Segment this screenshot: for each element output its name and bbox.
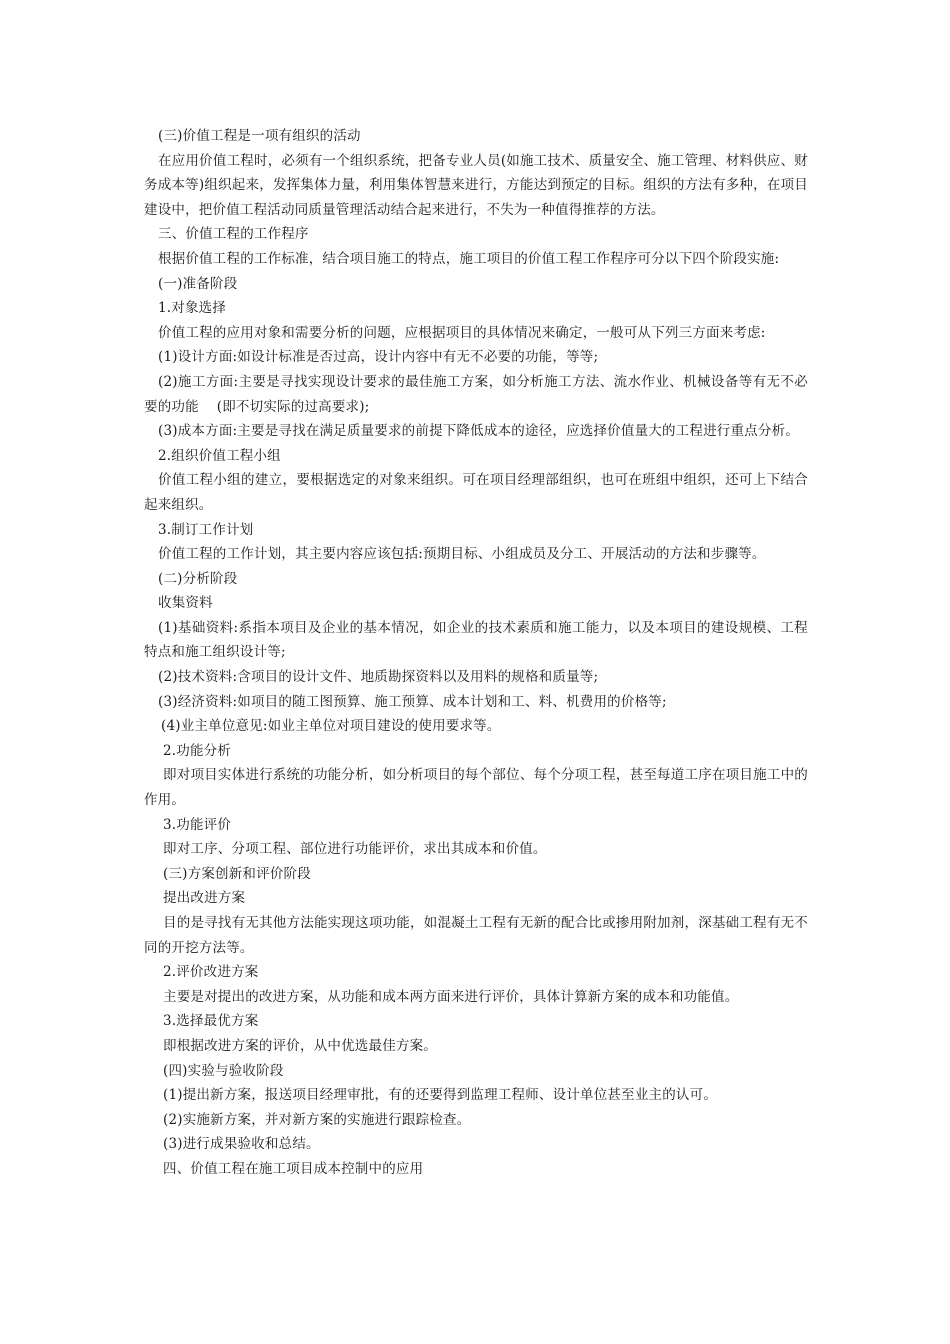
list-item: (3)经济资料:如项目的随工图预算、施工预算、成本计划和工、料、机费用的价格等; — [158, 693, 667, 710]
paragraph: 价值工程小组的建立，要根据选定的对象来组织。可在项目经理部组织，也可在班组中组织，还可上下结合起来组织。 — [144, 472, 808, 513]
subsection-heading: 1.对象选择 — [158, 300, 227, 317]
section-heading: 三、价值工程的工作程序 — [158, 226, 309, 243]
subsection-heading: 提出改进方案 — [163, 890, 246, 907]
paragraph: 主要是对提出的改进方案，从功能和成本两方面来进行评价，具体计算新方案的成本和功能值。 — [163, 988, 739, 1005]
document-body — [144, 124, 808, 1182]
paragraph: 在应用价值工程时，必须有一个组织系统，把备专业人员(如施工技术、质量安全、施工管理、材料供应、财务成本等)组织起来，发挥集体力量，利用集体智慧来进行，方能达到预定的目标。组织的方法有多种，在项目建设中，把价值工程活动同质量管理活动结合起来进行，不失为一种值得推荐的方法。 — [144, 152, 808, 218]
list-item: (3)进行成果验收和总结。 — [163, 1136, 320, 1153]
list-item: (3)成本方面:主要是寻找在满足质量要求的前提下降低成本的途径，应选择价值量大的工程进行重点分析。 — [158, 423, 799, 440]
subsection-heading: 3.选择最优方案 — [163, 1013, 259, 1030]
section-heading: (三)价值工程是一项有组织的活动 — [158, 128, 361, 144]
list-item: (2)施工方面:主要是寻找实现设计要求的最佳施工方案，如分析施工方法、流水作业、机械设备等有无不必要的功能 (即不切实际的过高要求); — [144, 373, 808, 415]
section-heading: 四、价值工程在施工项目成本控制中的应用 — [163, 1160, 424, 1177]
paragraph: 即对工序、分项工程、部位进行功能评价，求出其成本和价值。 — [163, 841, 547, 858]
list-item: (2)技术资料:含项目的设计文件、地质勘探资料以及用料的规格和质量等; — [158, 669, 599, 686]
paragraph: 根据价值工程的工作标准，结合项目施工的特点，施工项目的价值工程工作程序可分以下四个阶段实施: — [158, 250, 780, 267]
section-heading: (一)准备阶段 — [158, 275, 238, 292]
section-heading: (二)分析阶段 — [158, 570, 238, 587]
list-item: (1)提出新方案，报送项目经理审批，有的还要得到监理工程师、设计单位甚至业主的认可。 — [163, 1087, 718, 1104]
list-item: (2)实施新方案，并对新方案的实施进行跟踪检查。 — [163, 1111, 471, 1128]
subsection-heading: 2.功能分析 — [163, 742, 232, 759]
list-item: (1)设计方面:如设计标准是否过高，设计内容中有无不必要的功能，等等; — [158, 349, 599, 366]
subsection-heading: 3.功能评价 — [163, 816, 232, 833]
subsection-heading: 3.制订工作计划 — [158, 521, 254, 538]
list-item: (4)业主单位意见:如业主单位对项目建设的使用要求等。 — [161, 718, 501, 735]
paragraph: 即对项目实体进行系统的功能分析，如分析项目的每个部位、每个分项工程，甚至每道工序在项目施工中的作用。 — [144, 767, 808, 809]
subsection-heading: 收集资料 — [158, 595, 213, 612]
subsection-heading: 2.组织价值工程小组 — [158, 447, 281, 464]
section-heading: (四)实验与验收阶段 — [163, 1062, 284, 1079]
subsection-heading: 2.评价改进方案 — [163, 964, 259, 981]
paragraph: 价值工程的应用对象和需要分析的问题，应根据项目的具体情况来确定，一般可从下列三方面来考虑: — [158, 324, 766, 341]
paragraph: 目的是寻找有无其他方法能实现这项功能，如混凝土工程有无新的配合比或掺用附加剂，深基础工程有无不同的开挖方法等。 — [144, 915, 808, 956]
section-heading: (三)方案创新和评价阶段 — [163, 865, 311, 882]
paragraph: 价值工程的工作计划，其主要内容应该包括:预期目标、小组成员及分工、开展活动的方法和步骤等。 — [158, 546, 766, 563]
paragraph: 即根据改进方案的评价，从中优选最佳方案。 — [163, 1037, 437, 1054]
list-item: (1)基础资料:系指本项目及企业的基本情况，如企业的技术素质和施工能力，以及本项目的建设规模、工程特点和施工组织设计等; — [144, 619, 808, 661]
